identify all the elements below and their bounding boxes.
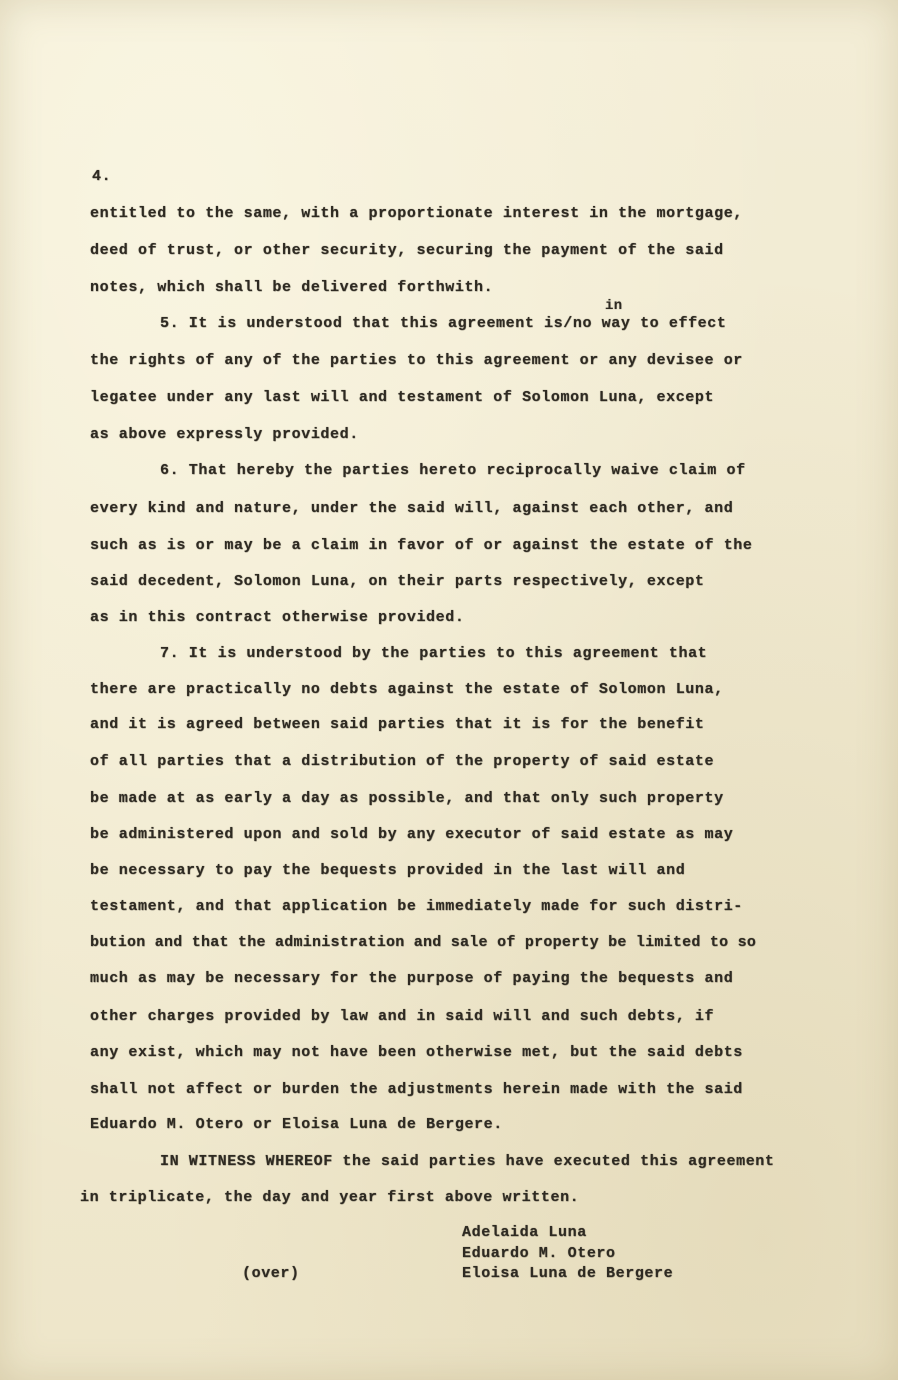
signature-name: Eloisa Luna de Bergere — [462, 1265, 674, 1282]
text-line: any exist, which may not have been otherwise met, but the said debts — [90, 1044, 743, 1061]
text-line: as in this contract otherwise provided. — [90, 609, 465, 626]
paragraph-5-first-line: 5. It is understood that this agreement is/no way to effect — [160, 315, 727, 332]
text-line: bution and that the administration and sale of property be limited to so — [90, 934, 757, 951]
text-line: be necessary to pay the bequests provided in the last will and — [90, 862, 686, 879]
text-line: the rights of any of the parties to this agreement or any devisee or — [90, 352, 743, 369]
text-line: other charges provided by law and in said will and such debts, if — [90, 1008, 715, 1025]
text-line: legatee under any last will and testament of Solomon Luna, except — [90, 389, 715, 406]
handwritten-insertion: in — [605, 298, 623, 314]
signature-name: Eduardo M. Otero — [462, 1245, 616, 1262]
text-line: be administered upon and sold by any executor of said estate as may — [90, 826, 734, 843]
text-line: testament, and that application be immediately made for such distri- — [90, 898, 743, 915]
page-number: 4. — [92, 168, 112, 185]
text-line: every kind and nature, under the said will, against each other, and — [90, 500, 734, 517]
text-line: said decedent, Solomon Luna, on their parts respectively, except — [90, 573, 705, 590]
over-note: (over) — [242, 1265, 300, 1282]
text-line: entitled to the same, with a proportionate interest in the mortgage, — [90, 205, 743, 222]
paragraph-7-first-line: 7. It is understood by the parties to this agreement that — [160, 645, 708, 662]
text-line: be made at as early a day as possible, and that only such property — [90, 790, 724, 807]
text-line: of all parties that a distribution of the property of said estate — [90, 753, 715, 770]
signature-name: Adelaida Luna — [462, 1224, 587, 1241]
text-line: shall not affect or burden the adjustments herein made with the said — [90, 1081, 743, 1098]
paragraph-6-first-line: 6. That hereby the parties hereto reciprocally waive claim of — [160, 462, 746, 479]
text-line: Eduardo M. Otero or Eloisa Luna de Bergere. — [90, 1116, 503, 1133]
text-line: in triplicate, the day and year first above written. — [80, 1189, 580, 1206]
text-line: much as may be necessary for the purpose of paying the bequests and — [90, 970, 734, 987]
text-line: and it is agreed between said parties that it is for the benefit — [90, 716, 705, 733]
text-line: notes, which shall be delivered forthwith. — [90, 279, 494, 296]
text-line: deed of trust, or other security, securing the payment of the said — [90, 242, 724, 259]
text-line: there are practically no debts against the estate of Solomon Luna, — [90, 681, 724, 698]
text-line: as above expressly provided. — [90, 426, 359, 443]
text-line: such as is or may be a claim in favor of or against the estate of the — [90, 537, 753, 554]
witness-clause: IN WITNESS WHEREOF the said parties have executed this agreement — [160, 1153, 775, 1170]
